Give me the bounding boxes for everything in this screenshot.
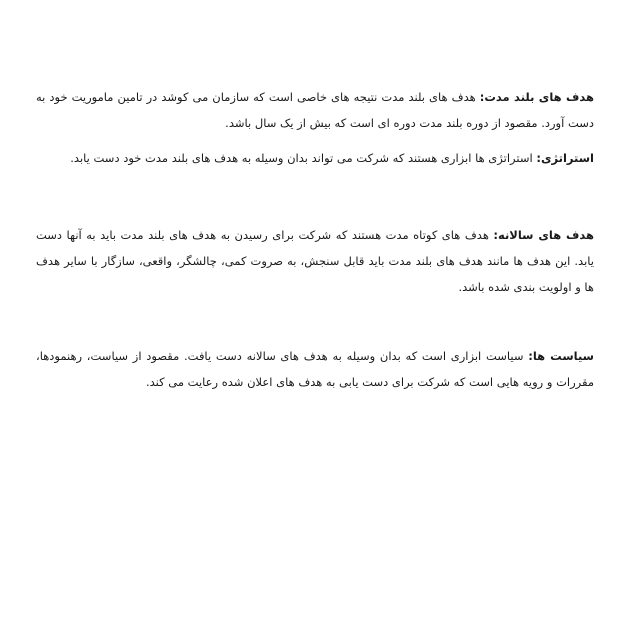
paragraph-annual-goals xyxy=(36,222,594,300)
paragraph-policies xyxy=(36,343,594,395)
paragraph-strategies xyxy=(36,145,594,171)
term-long-term-goals: هدف های بلند مدت: xyxy=(479,90,594,104)
term-annual-goals: هدف های سالانه: xyxy=(493,228,594,242)
definition-strategies: استراتژی ها ابزاری هستند که شرکت می تواند بدان وسیله به هدف های بلند مدت خود دست یابد. xyxy=(70,151,537,165)
definition-policies: سیاست ابزاری است که بدان وسیله به هدف های سالانه دست یافت. مقصود از سیاست، رهنمودها، مقررات و رویه هایی است که شرکت برای دست یابی به هدف های اعلان شده رعایت می کند. xyxy=(36,349,594,389)
paragraph-long-term-goals xyxy=(36,84,594,136)
definition-long-term-goals: هدف های بلند مدت نتیجه های خاصی است که سازمان می کوشد در تامین ماموریت خود به دست آورد. مقصود از دوره بلند مدت دوره ای است که بیش از یک سال باشد. xyxy=(36,90,594,130)
term-policies: سیاست ها: xyxy=(528,349,594,363)
definition-annual-goals: هدف های کوتاه مدت هستند که شرکت برای رسیدن به هدف های بلند مدت باید به آنها دست یابد. این هدف ها مانند هدف های بلند مدت باید قابل سنجش، به صروت کمی، چالشگر، واقعی، سازگار با سایر هدف ها و اولویت بندی شده باشد. xyxy=(36,228,594,294)
term-strategies: استراتژی: xyxy=(536,151,594,165)
